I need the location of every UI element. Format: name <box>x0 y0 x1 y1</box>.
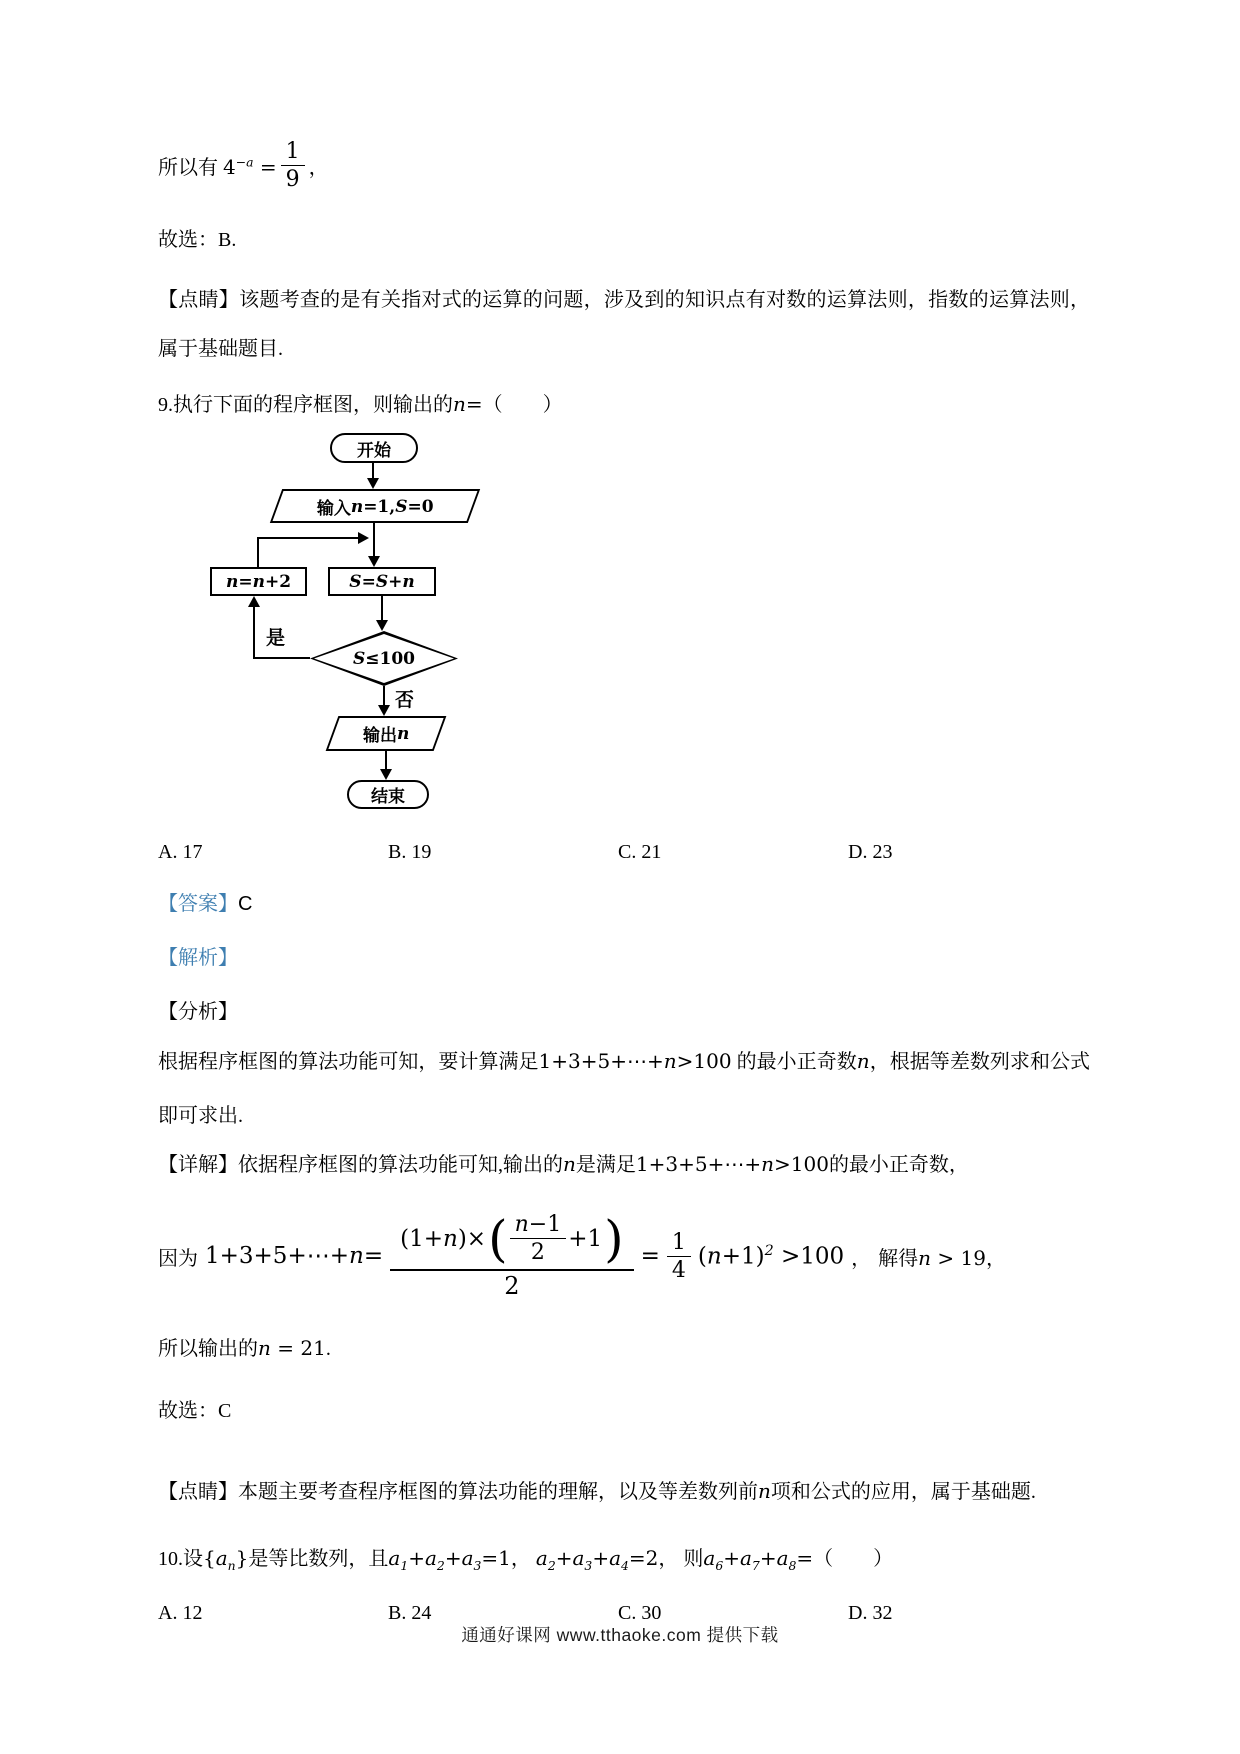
quarter-fraction <box>667 1230 691 1283</box>
flowchart-yes-line <box>253 657 310 659</box>
numerator-prefix: (1+n)× <box>400 1225 487 1252</box>
flowchart-loop-line <box>257 537 359 539</box>
q9-note-label: 【点睛】 <box>158 1481 238 1503</box>
inner-fraction-numerator: n−1 <box>510 1212 567 1239</box>
document-content <box>158 128 1090 1625</box>
q9-formula-line <box>158 1190 1090 1322</box>
q9-question-title: 9.执行下面的程序框图，则输出的n=（ ） <box>158 392 563 416</box>
flowchart-yes-line <box>253 605 255 659</box>
formula-comma: ， <box>851 1247 872 1270</box>
q9-note-paragraph <box>158 1465 1090 1518</box>
q8-conclusion-line <box>158 128 1090 202</box>
option-c: C. 30 <box>618 1602 662 1625</box>
formula-because: 因为 <box>158 1247 198 1270</box>
fraction-numerator: 1 <box>281 139 305 166</box>
flowchart-connector <box>373 523 375 558</box>
q8-fraction <box>281 139 305 192</box>
flowchart-output-label: 输出 n <box>362 723 410 745</box>
flowchart-no-label: 否 <box>395 690 415 711</box>
option-a: A. 12 <box>158 1602 203 1625</box>
q8-conclusion-comma: ， <box>308 156 329 179</box>
flowchart-yes-label: 是 <box>266 628 286 649</box>
flowchart-update-label: n=n+2 <box>225 571 292 592</box>
q9-flowchart <box>190 433 610 819</box>
q9-jiexi-header: 【解析】 <box>158 947 238 969</box>
q8-note-label: 【点睛】 <box>158 289 240 311</box>
flowchart-input-node <box>270 489 480 523</box>
q8-conclusion-math: 所以有 $4^{-a}$ = <box>158 153 277 179</box>
flowchart-update-node <box>210 567 307 596</box>
flowchart-decision-node <box>310 631 458 686</box>
flowchart-accumulate-node <box>328 567 436 596</box>
flowchart-decision-label: S ≤100 <box>352 648 415 669</box>
flowchart-end-node <box>347 780 429 809</box>
q9-analysis-paragraph: 根据程序框图的算法功能可知，要计算满足1+3+5+⋯+n>100 的最小正奇数n，根据等差数列求和公式即可求出. <box>158 1049 1091 1127</box>
flowchart-loop-line <box>257 537 259 567</box>
option-d: D. 23 <box>848 841 893 863</box>
flowchart-accumulate-label: S=S+n <box>349 571 415 592</box>
q9-choose-line: 故选：C <box>158 1400 232 1422</box>
arrow-down-icon <box>378 705 390 716</box>
flowchart-input-label: 输入 n =1, S =0 <box>316 496 434 518</box>
flowchart-output-node <box>326 716 447 751</box>
page-footer: 通通好课网 www.tthaoke.com 提供下载 <box>461 1625 779 1645</box>
arrow-right-icon <box>358 532 369 544</box>
option-b: B. 19 <box>388 841 432 863</box>
arrow-down-icon <box>368 556 380 567</box>
big-paren-close: ) <box>604 1209 624 1268</box>
numerator-suffix: +1 <box>568 1225 603 1252</box>
q8-choose-line: 故选：B. <box>158 229 237 251</box>
formula-equals: = <box>640 1243 660 1269</box>
formula-solve: 解得n > 19， <box>878 1245 1006 1270</box>
q9-fenxi-header: 【分析】 <box>158 1001 238 1023</box>
quarter-denominator: 4 <box>671 1257 686 1283</box>
q9-answer-line <box>158 890 1090 918</box>
q9-result-line: 所以输出的n = 21. <box>158 1336 331 1360</box>
flowchart-start-label: 开始 <box>357 440 391 460</box>
formula-rhs: $(n+1)^2 >100$ <box>697 1242 845 1270</box>
arrow-up-icon <box>248 596 260 607</box>
flowchart-connector <box>381 596 383 622</box>
option-b: B. 24 <box>388 1602 432 1625</box>
option-a: A. 17 <box>158 841 203 863</box>
formula-big-fraction <box>390 1209 634 1300</box>
big-fraction-numerator <box>390 1209 634 1271</box>
inner-fraction-denominator: 2 <box>530 1240 545 1265</box>
flowchart-end-label: 结束 <box>371 787 405 806</box>
quarter-numerator: 1 <box>667 1230 691 1257</box>
q9-note-text: 本题主要考查程序框图的算法功能的理解，以及等差数列前n项和公式的应用，属于基础题. <box>238 1479 1036 1503</box>
inner-fraction <box>510 1212 567 1265</box>
arrow-down-icon <box>376 620 388 631</box>
big-fraction-denominator: 2 <box>504 1272 520 1300</box>
flowchart-connector <box>385 751 387 771</box>
q9-options-row <box>158 841 1090 864</box>
option-c: C. 21 <box>618 841 662 863</box>
option-d: D. 32 <box>848 1602 893 1625</box>
formula-lhs: 1+3+5+⋯+n= <box>205 1243 384 1269</box>
q9-detail-line: 【详解】依据程序框图的算法功能可知,输出的n是满足1+3+5+⋯+n>100的最小正奇数， <box>158 1152 969 1176</box>
arrow-down-icon <box>367 478 379 489</box>
answer-label: 【答案】 <box>158 893 238 915</box>
q8-note-paragraph <box>158 276 1090 374</box>
answer-value: C <box>238 893 253 915</box>
fraction-denominator: 9 <box>285 166 300 192</box>
q8-note-text: 该题考查的是有关指对式的运算的问题，涉及到的知识点有对数的运算法则，指数的运算法则，属于基础题目. <box>158 289 1091 360</box>
big-paren-open: ( <box>488 1209 508 1268</box>
q10-question-title: 10.设$\{a_n\}$是等比数列，且$a_1+a_2+a_3=1$， $a_2+a_3+a_4=2$， 则$a_6+a_7+a_8=$（ ） <box>158 1546 894 1573</box>
arrow-down-icon <box>380 769 392 780</box>
flowchart-start-node <box>330 433 418 463</box>
